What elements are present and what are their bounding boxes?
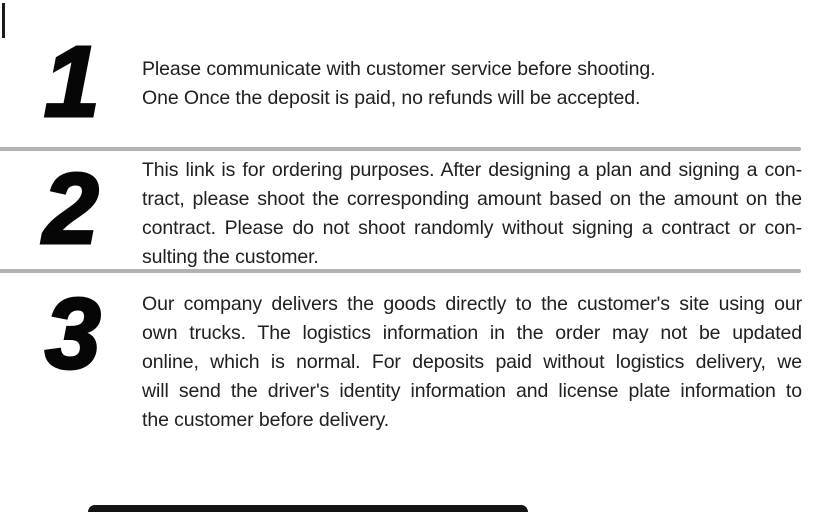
item-text-3 [142,290,802,435]
item-text-2 [142,156,802,272]
cropped-banner-edge [88,505,528,512]
text-line: tract, please shoot the corresponding amount based on the amount on the [142,188,802,210]
text-line: online, which is normal. For deposits paid without logistics delivery, we [142,351,802,373]
text-line: own trucks. The logistics information in the order may not be updated [142,322,802,344]
text-line: the customer before delivery. [142,409,390,431]
item-number-1: 1 [44,26,100,138]
item-text-1 [142,55,802,113]
section-divider-2 [0,269,801,273]
top-left-crop-mark [2,3,5,38]
text-line: sulting the customer. [142,246,319,268]
text-line: Our company delivers the goods directly to the customer's site using our [142,293,802,315]
text-line: One Once the deposit is paid, no refunds will be accepted. [142,87,641,109]
item-number-3: 3 [45,278,101,390]
text-line: Please communicate with customer service before shooting. [142,58,656,80]
item-number-2: 2 [43,153,99,265]
text-line: contract. Please do not shoot randomly without signing a contract or con- [142,217,802,239]
section-divider-1 [0,147,801,151]
text-line: This link is for ordering purposes. After designing a plan and signing a con- [142,159,802,181]
text-line: will send the driver's identity information and license plate information to [142,380,802,402]
